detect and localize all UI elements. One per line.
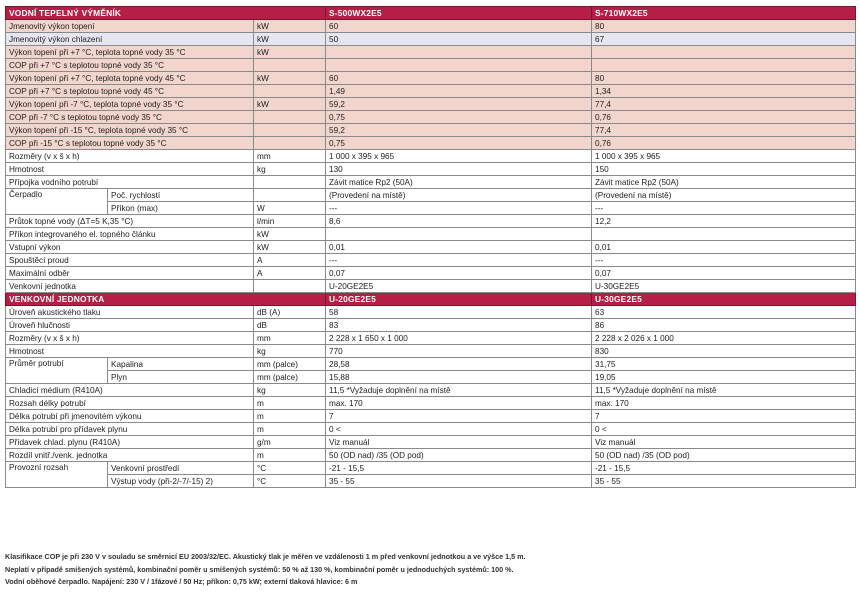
table-row-range-water: Výstup vody (při-2/-7/-15) 2) °C 35 - 55 35 - 55 xyxy=(6,475,856,488)
table-row: Rozsah délky potrubí m max. 170 max. 170 xyxy=(6,397,856,410)
footnote: Neplatí v případě smíšených systémů, kombinační poměr u smíšených systémů: 50 % až 130 %, kombinační poměr u jednoduchých systémů: 100 %. xyxy=(5,564,514,574)
footnote: Vodní oběhové čerpadlo. Napájení: 230 V / 1fázové / 50 Hz; příkon: 0,75 kW; externí tlaková hlavice: 6 m xyxy=(5,577,358,586)
pump-label: Čerpadlo xyxy=(6,189,108,215)
table-row: Vstupní výkon kW 0,01 0,01 xyxy=(6,241,856,254)
table-row: Venkovní jednotka U-20GE2E5 U-30GE2E5 xyxy=(6,280,856,293)
section-title: VODNÍ TEPELNÝ VÝMĚNÍK xyxy=(6,7,326,20)
table-row: Maximální odběr A 0,07 0,07 xyxy=(6,267,856,280)
spec-sheet xyxy=(5,6,855,488)
table-row: Spouštěcí proud A --- --- xyxy=(6,254,856,267)
table-row: Výkon topení při +7 °C, teplota topné vody 35 °C kW xyxy=(6,46,856,59)
model-a-header: S-500WX2E5 xyxy=(326,7,592,20)
table-row: Výkon topení při -7 °C, teplota topné vody 35 °C kW 59,2 77,4 xyxy=(6,98,856,111)
table-row: Výkon topení při +7 °C, teplota topné vody 45 °C kW 60 80 xyxy=(6,72,856,85)
table-row: Délka potrubí při jmenovitém výkonu m 7 7 xyxy=(6,410,856,423)
model-b-header: S-710WX2E5 xyxy=(592,7,856,20)
table-row: Přídavek chlad. plynu (R410A) g/m Viz manuál Viz manuál xyxy=(6,436,856,449)
spec-table xyxy=(5,6,856,488)
table-row: COP při -7 °C s teplotou topné vody 35 °C 0,75 0,76 xyxy=(6,111,856,124)
model-b-header: U-30GE2E5 xyxy=(592,293,856,306)
table-row: Výkon topení při -15 °C, teplota topné vody 35 °C 59,2 77,4 xyxy=(6,124,856,137)
range-label: Provozní rozsah xyxy=(6,462,108,488)
footnote: Klasifikace COP je při 230 V v souladu se směrnicí EU 2003/32/EC. Akustický tlak je měřen ve vzdálenosti 1 m před venkovní jednotkou a ve výšce 1,5 m. xyxy=(5,552,526,561)
table-row: Průtok topné vody (ΔT=5 K,35 °C) l/min 8,6 12,2 xyxy=(6,215,856,228)
table-row: Úroveň hlučnosti dB 83 86 xyxy=(6,319,856,332)
section-header-outdoor-unit xyxy=(6,293,856,306)
footnotes xyxy=(5,551,855,589)
section-title: VENKOVNÍ JEDNOTKA xyxy=(6,293,326,306)
table-row: COP při +7 °C s teplotou topné vody 35 °C xyxy=(6,59,856,72)
table-row: Rozdíl vnitř./venk. jednotka m 50 (OD nad) /35 (OD pod) 50 (OD nad) /35 (OD pod) xyxy=(6,449,856,462)
table-row: Délka potrubí pro přídavek plynu m 0 < 0 < xyxy=(6,423,856,436)
pipe-label: Průměr potrubí xyxy=(6,358,108,384)
table-row: Úroveň akustického tlaku dB (A) 58 63 xyxy=(6,306,856,319)
table-row: COP při -15 °C s teplotou topné vody 35 °C 0,75 0,76 xyxy=(6,137,856,150)
table-row: Přípojka vodního potrubí Závit matice Rp2 (50A) Závit matice Rp2 (50A) xyxy=(6,176,856,189)
table-row-pipe-liquid: Průměr potrubí Kapalina mm (palce) 28,58 31,75 xyxy=(6,358,856,371)
table-row: Jmenovitý výkon topení kW 60 80 xyxy=(6,20,856,33)
table-row: Jmenovitý výkon chlazení kW 50 67 xyxy=(6,33,856,46)
table-row: Hmotnost kg 770 830 xyxy=(6,345,856,358)
model-a-header: U-20GE2E5 xyxy=(326,293,592,306)
table-row: Rozměry (v x š x h) mm 2 228 x 1 650 x 1 000 2 228 x 2 026 x 1 000 xyxy=(6,332,856,345)
table-row: Chladicí médium (R410A) kg 11,5 *Vyžaduje doplnění na místě 11,5 *Vyžaduje doplnění na místě xyxy=(6,384,856,397)
table-row: COP při +7 °C s teplotou topné vody 45 °C 1,49 1,34 xyxy=(6,85,856,98)
table-row-pipe-gas: Plyn mm (palce) 15,88 19,05 xyxy=(6,371,856,384)
table-row-pump-speed: Čerpadlo Poč. rychlostí (Provedení na místě) (Provedení na místě) xyxy=(6,189,856,202)
section-header-water-exchanger xyxy=(6,7,856,20)
table-row: Hmotnost kg 130 150 xyxy=(6,163,856,176)
table-row: Příkon integrovaného el. topného článku kW xyxy=(6,228,856,241)
table-row-pump-power: Příkon (max) W --- --- xyxy=(6,202,856,215)
table-row: Rozměry (v x š x h) mm 1 000 x 395 x 965 1 000 x 395 x 965 xyxy=(6,150,856,163)
table-row-range-outdoor: Provozní rozsah Venkovní prostředí °C -21 - 15,5 -21 - 15,5 xyxy=(6,462,856,475)
